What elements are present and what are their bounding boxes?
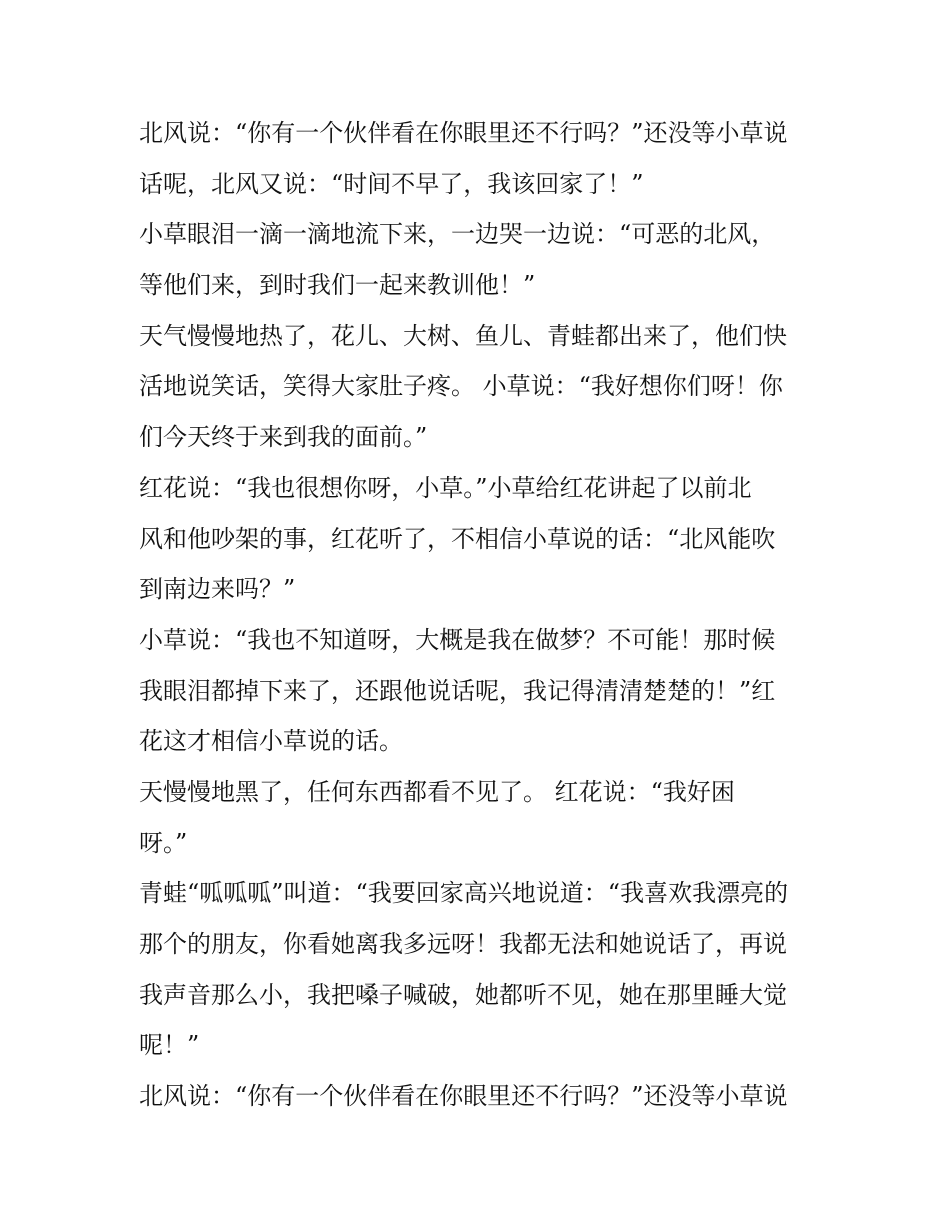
text-line-1: 北风说：“你有一个伙伴看在你眼里还不行吗？”还没等小草说 [139,119,788,147]
text-line-11: 小草说：“我也不知道呀，大概是我在做梦？不可能！那时候 [139,625,776,654]
text-line-4: 等他们来，到时我们一起来教训他！” [139,271,536,300]
text-line-18: 我声音那么小，我把嗓子喊破，她都听不见，她在那里睡大觉 [139,980,787,1009]
text-line-19: 呢！” [139,1031,200,1060]
text-line-2: 话呢，北风又说：“时间不早了，我该回家了！” [139,169,644,198]
text-line-3: 小草眼泪一滴一滴地流下来，一边哭一边说：“可恶的北风， [139,220,776,249]
text-line-5: 天气慢慢地热了，花儿、大树、鱼儿、青蛙都出来了，他们快 [139,321,787,350]
text-line-10: 到南边来吗？” [139,575,296,604]
text-line-6: 活地说笑话，笑得大家肚子疼。 小草说：“我好想你们呀！你 [139,372,783,401]
text-line-20: 北风说：“你有一个伙伴看在你眼里还不行吗？”还没等小草说 [139,1082,788,1111]
story-text [139,108,819,1122]
text-line-17: 那个的朋友，你看她离我多远呀！我都无法和她说话了，再说 [139,930,787,958]
text-line-12: 我眼泪都掉下来了，还跟他说话呢，我记得清清楚楚的！”红 [139,676,776,705]
text-line-16: 青蛙“呱呱呱”叫道：“我要回家高兴地说道：“我喜欢我漂亮的 [139,879,789,908]
text-line-9: 风和他吵架的事，红花听了，不相信小草说的话：“北风能吹 [139,524,776,553]
text-line-15: 呀。” [139,828,188,857]
text-line-14: 天慢慢地黑了，任何东西都看不见了。 红花说：“我好困 [139,777,735,806]
text-line-8: 红花说：“我也很想你呀，小草。”小草给红花讲起了以前北 [139,473,752,502]
text-line-7: 们今天终于来到我的面前。” [139,423,428,452]
text-line-13: 花这才相信小草说的话。 [139,727,403,756]
